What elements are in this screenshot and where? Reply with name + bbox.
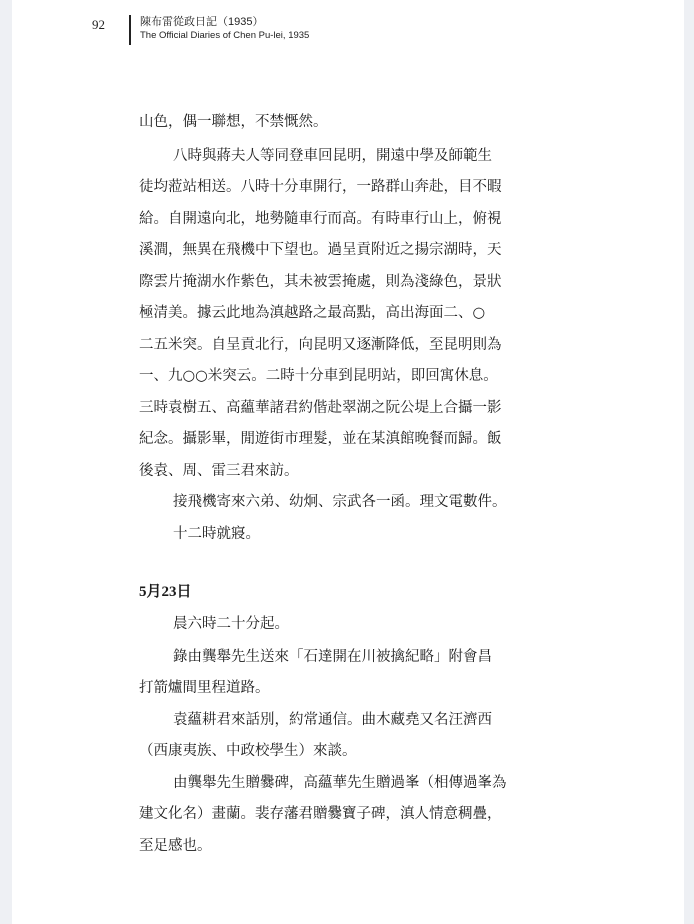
entry-date: 5月23日 — [139, 584, 192, 600]
running-subtitle: The Official Diaries of Chen Pu-lei, 1935 — [140, 30, 310, 41]
text-line: 際雲片掩湖水作紫色，其未被雲掩處，則為淺綠色，景狀 — [139, 274, 502, 290]
text-line: 一、九○○米突云。二時十分車到昆明站，即回寓休息。 — [139, 368, 498, 384]
text-line: 打箭爐間里程道路。 — [139, 680, 270, 696]
text-line: 二五米突。自呈貢北行，向昆明又逐漸降低，至昆明則為 — [139, 337, 502, 353]
text-line: 給。自開遠向北，地勢隨車行而高。有時車行山上，俯視 — [139, 211, 502, 227]
running-title: 陳布雷從政日記（1935） — [140, 16, 264, 28]
text-line: 十二時就寢。 — [173, 526, 260, 542]
text-line: 紀念。攝影畢，閒遊街市理髮，並在某滇館晚餐而歸。飯 — [139, 431, 502, 447]
text-line: 溪澗，無異在飛機中下望也。過呈貢附近之揚宗湖時，天 — [139, 242, 502, 258]
text-line: 錄由龔舉先生送來「石達開在川被擒紀略」附會昌 — [173, 649, 492, 665]
text-line: 極清美。據云此地為滇越路之最高點，高出海面二、○ — [139, 305, 486, 321]
text-line: 晨六時二十分起。 — [173, 616, 289, 632]
text-line: 接飛機寄來六弟、幼炯、宗武各一函。理文電數件。 — [173, 494, 507, 510]
text-line: （西康夷族、中政校學生）來談。 — [139, 743, 357, 759]
text-line: 八時與蔣夫人等同登車回昆明，開遠中學及師範生 — [173, 148, 492, 164]
text-line: 袁蘊耕君來話別，約常通信。曲木藏堯又名汪濟西 — [173, 712, 492, 728]
text-line: 三時袁樹五、高蘊華諸君約偕赴翠湖之阮公堤上合攝一影 — [139, 400, 502, 416]
header-divider — [129, 15, 131, 45]
page-number: 92 — [92, 17, 105, 32]
text-line: 後袁、周、雷三君來訪。 — [139, 463, 299, 479]
text-line: 至足感也。 — [139, 838, 212, 854]
book-page — [12, 0, 684, 924]
text-line: 山色，偶一聯想，不禁慨然。 — [139, 114, 328, 130]
text-line: 徒均蒞站相送。八時十分車開行，一路群山奔赴，目不暇 — [139, 179, 502, 195]
text-line: 建文化名）畫蘭。裴存藩君贈爨寶子碑，滇人情意稠疊， — [139, 806, 502, 822]
text-line: 由龔舉先生贈爨碑，高蘊華先生贈過峯（相傳過峯為 — [173, 775, 507, 791]
